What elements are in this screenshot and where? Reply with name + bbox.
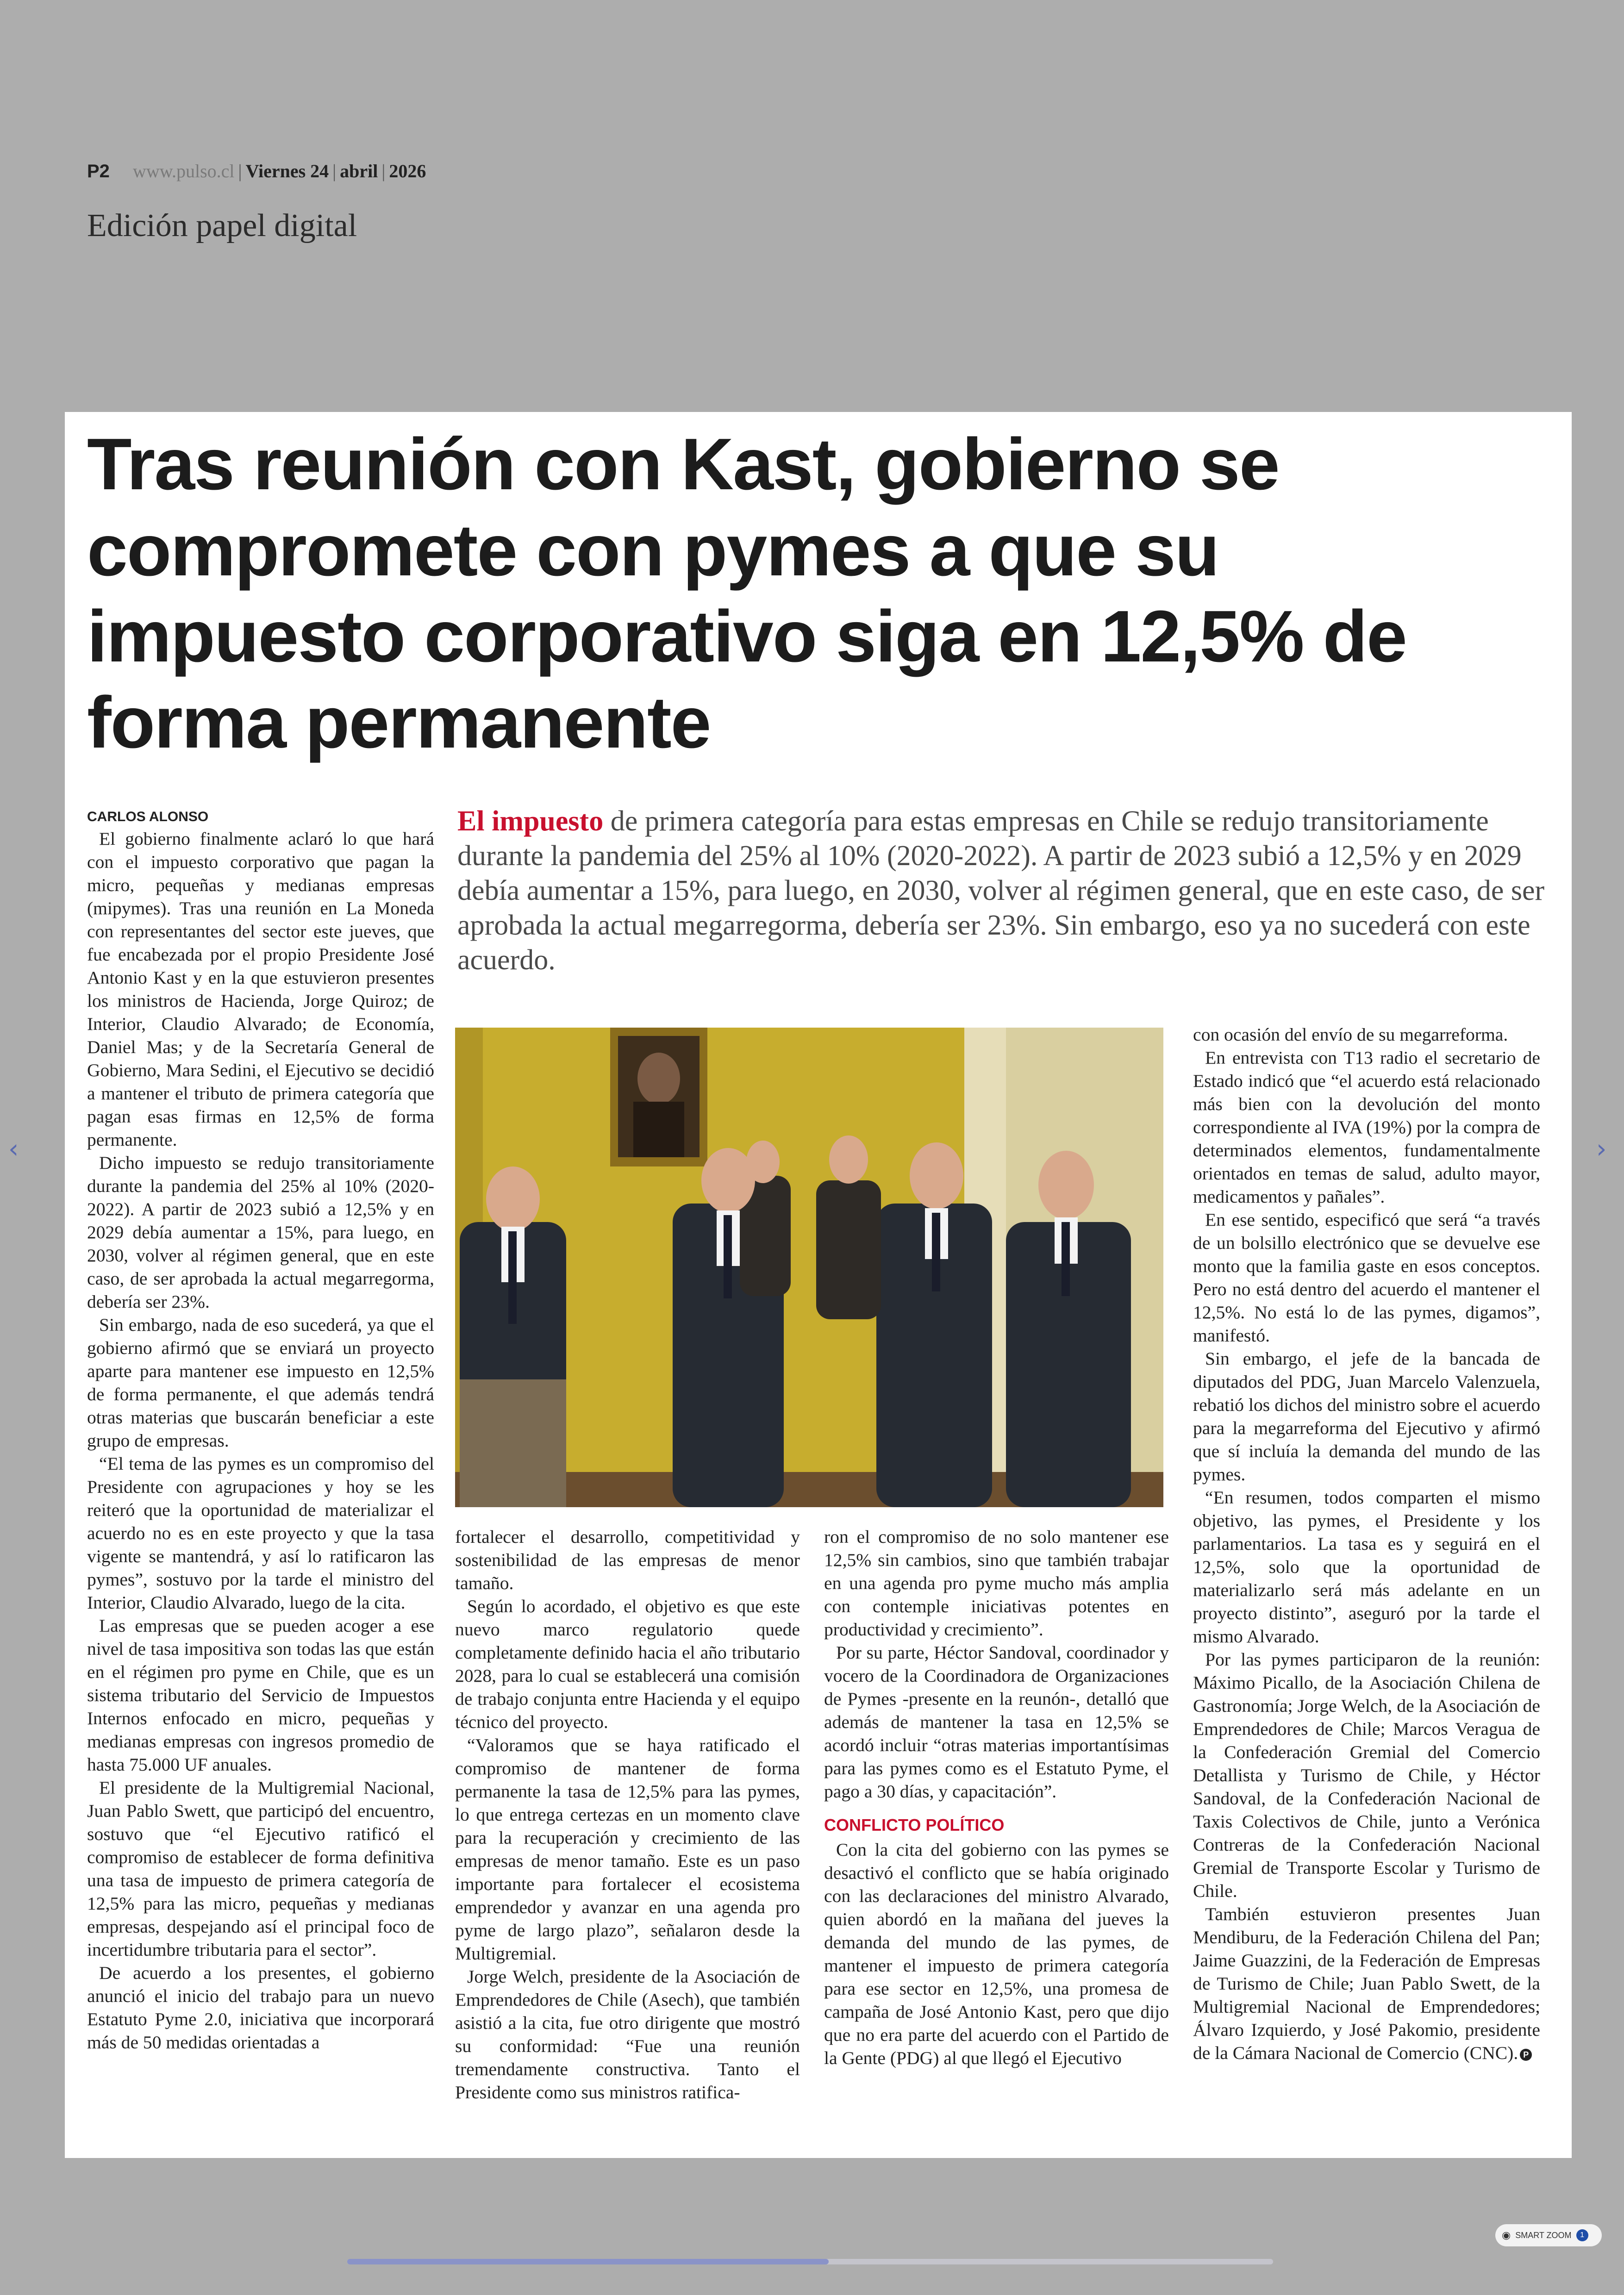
paragraph: Con la cita del gobierno con las pymes se desactivó el conflicto que se había originado con las declaraciones del ministro Alvarado, quien abordó en la mañana del jueves la demanda del mundo de las pymes, de mantener el impuesto de primera categoría para ese sector en 12,5%, una promesa de campaña de José Antonio Kast, pero que dijo que no era parte del acuerdo con el Partido de la Gente (PDG) al que llegó el Ejecutivo (824, 1840, 1169, 2068)
article-column-2 (455, 1525, 800, 2104)
date-month: abril (340, 161, 378, 181)
article-column-1 (87, 807, 434, 2054)
photo-illustration (455, 1028, 1163, 1507)
paragraph: Las empresas que se pueden acoger a ese nivel de tasa impositiva son todas las que están en el régimen pro pyme en Chile, que es un sistema tributario del Servicio de Impuestos Internos enfocado en micro, pequeñas y medianas empresas con ingresos promedio de hasta 75.000 UF anuales. (87, 1615, 434, 1775)
smart-zoom-badge: 1 (1576, 2229, 1588, 2241)
paragraph: En ese sentido, especificó que será “a través de un bolsillo electrónico que se devuelve ese monto que la familia gaste en esos conceptos. Pero no está dentro del acuerdo el mantener el 12,5%. No está lo de las pymes, digamos”, manifestó. (1193, 1210, 1540, 1346)
paragraph: Sin embargo, el jefe de la bancada de diputados del PDG, Juan Marcelo Valenzuela, rebatió los dichos del ministro sobre el acuerdo para la megarreforma del Ejecutivo y afirmó que sí incluía la demanda del mundo de las pymes. (1193, 1348, 1540, 1484)
paragraph-text: También estuvieron presentes Juan Mendiburu, de la Federación Chilena del Pan; Jaime Guazzini, de la Federación de Empresas de Turismo de Chile; Juan Pablo Swett, de la Multigremial Nacional de Emprendedores; Álvaro Izquierdo, y José Pakomio, presidente de la Cámara Nacional de Comercio (CNC). (1193, 1904, 1540, 2063)
smart-zoom-label: SMART ZOOM (1515, 2230, 1572, 2240)
paragraph: De acuerdo a los presentes, el gobierno anunció el inicio del trabajo para un nuevo Estatuto Pyme 2.0, iniciativa que incorporará más de 50 medidas orientadas a (87, 1963, 434, 2052)
article-lead (457, 804, 1568, 978)
newspaper-page (65, 412, 1572, 2158)
paragraph (1193, 1902, 1540, 2064)
chevron-left-icon[interactable]: ‹ (8, 1134, 19, 1164)
date-day: Viernes 24 (245, 161, 329, 181)
author-byline: CARLOS ALONSO (87, 809, 209, 824)
smart-zoom-button[interactable] (1495, 2224, 1602, 2246)
date-year: 2026 (389, 161, 426, 181)
page-label: P2 (87, 161, 110, 181)
article-headline: Tras reunión con Kast, gobierno se compromete con pymes a que su impuesto corporativo siga en 12,5% de forma permanente (87, 424, 1406, 763)
page-progress-bar[interactable] (347, 2259, 1273, 2264)
paragraph: Jorge Welch, presidente de la Asociación de Emprendedores de Chile (Asech), que también asistió a la cita, fue otro dirigente que mostró su conformidad: “Fue una reunión tremendamente constructiva. Tanto el Presidente como sus ministros ratifica- (455, 1966, 800, 2102)
paragraph: “En resumen, todos comparten el mismo objetivo, las pymes, el Presidente y los parlamentarios. La tasa es y seguirá en el 12,5%, solo que la oportunidad de materializarlo será más adelante en un proyecto distinto”, aseguró por la tarde el mismo Alvarado. (1193, 1487, 1540, 1646)
paragraph: “Valoramos que se haya ratificado el compromiso de mantener de forma permanente la tasa de 12,5% para las pymes, lo que entrega certezas en un momento clave para la recuperación y crecimiento de las empresas de menor tamaño. Este es un paso importante para fortalecer el ecosistema emprendedor y avanzar en una agenda pro pyme de largo plazo”, señalaron desde la Multigremial. (455, 1735, 800, 1964)
paragraph: fortalecer el desarrollo, competitividad y sostenibilidad de las empresas de menor tamaño. (455, 1527, 800, 1593)
paragraph: “El tema de las pymes es un compromiso del Presidente con agrupaciones y hoy se les reiteró que la oportunidad de materializar el acuerdo no es en este proyecto y que la tasa vigente se mantendrá, y así lo ratificaron las pymes”, sostuvo por la tarde el ministro del Interior, Claudio Alvarado, luego de la cita. (87, 1453, 434, 1613)
article-column-3 (824, 1525, 1169, 2070)
end-mark-icon: P (1520, 2049, 1532, 2061)
section-subheading: CONFLICTO POLÍTICO (824, 1815, 1005, 1834)
eye-icon: ◉ (1502, 2229, 1511, 2241)
paragraph: El presidente de la Multigremial Nacional, Juan Pablo Swett, que participó del encuentro, sostuvo que “el Ejecutivo ratificó el compromiso de establecer de forma definitiva una tasa de impuesto de primera categoría de 12,5% para las micro, pequeñas y medianas empresas, despejando así el principal foco de incertidumbre tributaria para el sector”. (87, 1777, 434, 1960)
article-column-4 (1193, 1023, 1540, 2064)
paragraph: Por las pymes participaron de la reunión: Máximo Picallo, de la Asociación Chilena de Gastronomía; Jorge Welch, de la Asociación de Emprendedores de Chile; Marcos Veragua de la Confederación Gremial del Comercio Detallista y Turismo de Chile, y Héctor Sandoval, de la Confederación Nacional de Taxis Colectivos de Chile, junto a Verónica Contreras de la Confederación Nacional Gremial de Transporte Escolar y Turismo de Chile. (1193, 1649, 1540, 1901)
lead-text: de primera categoría para estas empresas en Chile se redujo transitoriamente durante la pandemia del 25% al 10% (2020-2022). A partir de 2023 subió a 12,5% y en 2029 debía aumentar a 15%, para luego, en 2030, volver al régimen general, que en este caso, de ser aprobada la actual megarregorma, debería ser 23%. Sin embargo, eso ya no sucederá con este acuerdo. (457, 805, 1545, 976)
paragraph: En entrevista con T13 radio el secretario de Estado indicó que “el acuerdo está relacionado más bien con la devolución del monto correspondiente al IVA (19%) por la compra de determinados elementos, fundamentalmente orientados en temas de salud, adulto mayor, medicamentos y pañales”. (1193, 1048, 1540, 1207)
chevron-right-icon[interactable]: › (1596, 1134, 1607, 1164)
page-header: P2 www.pulso.cl | Viernes 24 | abril | 2026 (87, 161, 426, 181)
paragraph: Dicho impuesto se redujo transitoriamente durante la pandemia del 25% al 10% (2020-2022). A partir de 2023 subió a 12,5% y en 2029 debía aumentar a 15%, para luego, en 2030, volver al régimen general, que en este caso, de ser aprobada la actual megarregorma, debería ser 23%. (87, 1153, 434, 1312)
lead-keyword: El impuesto (457, 805, 604, 837)
paragraph: Sin embargo, nada de eso sucederá, ya que el gobierno afirmó que se enviará un proyecto aparte para mantener ese impuesto en 12,5% de forma permanente, el que además tendrá otras materias que buscarán beneficiar a este grupo de empresas. (87, 1315, 434, 1451)
paragraph: El gobierno finalmente aclaró lo que hará con el impuesto corporativo que pagan la micro, pequeñas y medianas empresas (mipymes). Tras una reunión en La Moneda con representantes del sector este jueves, que fue encabezada por el propio Presidente José Antonio Kast y en la que estuvieron presentes los ministros de Hacienda, Jorge Quiroz; de Interior, Claudio Alvarado; de Economía, Daniel Mas; y de la Secretaría General de Gobierno, Mara Sedini, el Ejecutivo se decidió a mantener el tributo de primera categoría que pagan esas firmas en 12,5% de forma permanente. (87, 829, 434, 1150)
paragraph: ron el compromiso de no solo mantener ese 12,5% sin cambios, sino que también trabajar en una agenda pro pyme mucho más amplia con contemple iniciativas potentes en productividad y crecimiento”. (824, 1527, 1169, 1640)
edition-title: Edición papel digital (87, 208, 357, 243)
site-url: www.pulso.cl (132, 161, 235, 181)
page-progress-fill (347, 2259, 829, 2264)
paragraph: Según lo acordado, el objetivo es que este nuevo marco regulatorio quede completamente definido hacia el año tributario 2028, para lo cual se establecerá una comisión de trabajo conjunta entre Hacienda y el equipo técnico del proyecto. (455, 1596, 800, 1732)
article-photo (455, 1028, 1163, 1507)
paragraph: con ocasión del envío de su megarreforma. (1193, 1024, 1508, 1045)
paragraph: Por su parte, Héctor Sandoval, coordinador y vocero de la Coordinadora de Organizaciones de Pymes -presente en la reunón-, detalló que además de mantener la tasa en 12,5% se acordó incluir “otras materias importantísimas para las pymes como es el Estatuto Pyme, el pago a 30 días, y capacitación”. (824, 1642, 1169, 1802)
